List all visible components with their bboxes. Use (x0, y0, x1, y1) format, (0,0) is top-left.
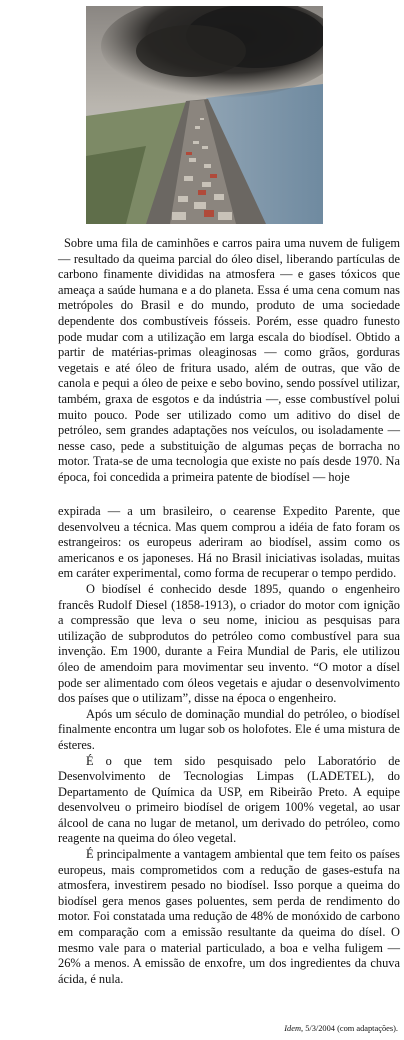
source-credit (284, 1024, 398, 1034)
paragraph-5: É principalmente a vantagem ambiental que tem feito os países europeus, mais comprometidos com a redução de gases-estufa na atmosfera, investirem pesado no biodísel. Isso porque a queima do biodísel gera menos gases poluentes, sem perda de rendimento do motor. Foi constatada uma redução de 48% de monóxido de carbono em comparação com a emissão resultante da queima do dísel. O mesmo vale para o material particulado, a boa e velha fuligem — 26% a menos. A emissão de enxofre, um dos ingredientes da chuva ácida, é nula. (58, 847, 400, 986)
paragraph-2: O biodísel é conhecido desde 1895, quando o engenheiro francês Rudolf Diesel (1858-1913), o criador do motor com ignição a compressão que leva o seu nome, iniciou as pesquisas para utilização de subprodutos do petróleo como combustível para sua invenção. Em 1900, durante a Feira Mundial de Paris, ele utilizou óleo de amendoim para movimentar seu invento. “O motor a dísel pode ser alimentado com óleos vegetais e ajudar o desenvolvimento dos países que o utilizam”, disse na época o engenheiro. (58, 581, 400, 706)
paragraph-4: É o que tem sido pesquisado pelo Laboratório de Desenvolvimento de Tecnologias Limpas (LADETEL), do Departamento de Química da USP, em Ribeirão Preto. A equipe desenvolveu o primeiro biodísel de origem 100% vegetal, ao usar álcool de cana no lugar de metanol, um derivado do petróleo, como reagente na queima do óleo vegetal. (58, 753, 400, 846)
paragraph-1: Sobre uma fila de caminhões e carros paira uma nuvem de fuligem — resultado da queima parcial do óleo disel, liberando partículas de carbono finamente divididas na atmosfera — e gases tóxicos que ameaça a saúde humana e a do planeta. Essa é uma cena comum nas metrópoles do Brasil e do mundo, produto de uma sociedade dependente dos combustíveis fósseis. Porém, esse quadro funesto pode mudar com a utilização em larga escala do biodísel. Obtido a partir de matérias-primas oleaginosas — como grãos, gorduras vegetais e até óleo de fritura usado, além de outras, que vão de canola e pequi a óleo de peixe e sebo bovino, sendo possível utilizar, também, graxa de esgotos e da indústria —, esse combustível polui muito pouco. Pode ser utilizado como um aditivo do disel de petróleo, sem grandes adaptações nos veículos, ou isoladamente — nesse caso, pede a substituição de algumas peças de borracha no motor. Trata-se de uma tecnologia que existe no país desde 1970. Na época, foi concedida a primeira patente de biodísel — hoje (58, 236, 400, 484)
traffic-jam-smog-photo (86, 6, 323, 224)
article-text-upper (58, 236, 400, 486)
credit-source: Idem (284, 1024, 302, 1033)
photo-illustration (86, 6, 323, 224)
article-text-lower (58, 504, 400, 987)
paragraph-continuation: expirada — a um brasileiro, o cearense Expedito Parente, que desenvolveu a técnica. Mas quem comprou a idéia de fato foram os estrangeiros: os europeus aderiram ao biodísel, assim como os americanos e os japoneses. Há no Brasil iniciativas isoladas, muitas em caráter experimental, como forma de recuperar o tempo perdido. (58, 504, 400, 581)
paragraph-3: Após um século de dominação mundial do petróleo, o biodísel finalmente encontra um lugar sob os holofotes. Ele é uma mistura de ésteres. (58, 706, 400, 752)
credit-details: , 5/3/2004 (com adaptações). (301, 1024, 398, 1033)
